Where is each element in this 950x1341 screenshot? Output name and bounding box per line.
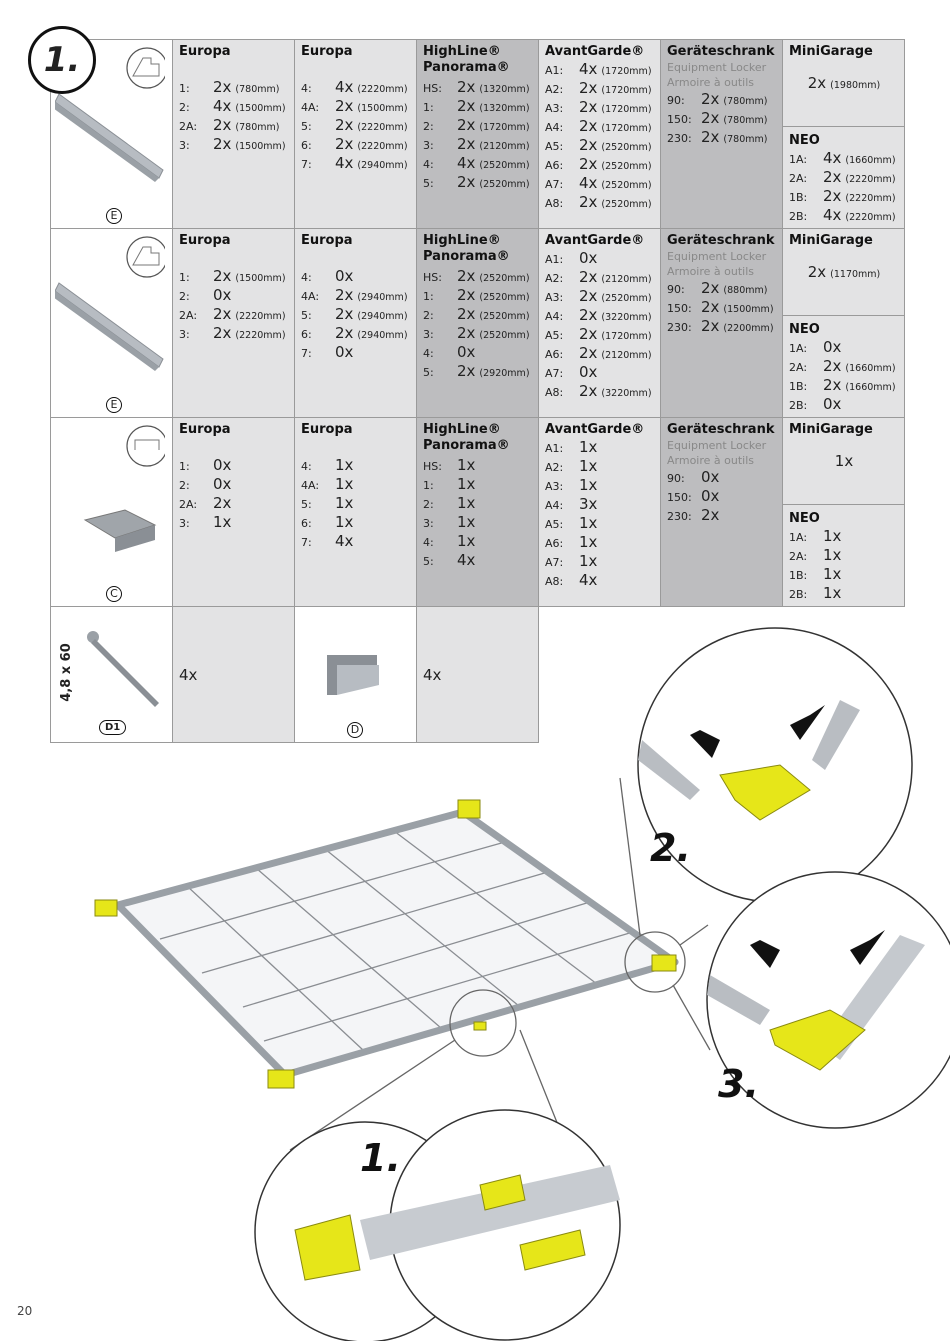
part-line: 1: 2x (780mm): [179, 78, 280, 96]
bracket-d-badge: D: [347, 722, 363, 738]
part-line: A2: 1x: [545, 457, 598, 475]
part-line: A4: 2x (1720mm): [545, 117, 652, 135]
minigarage-neo-cell: MiniGarage 1x NEO 1A: 1x 2A: 1x 1B: 1x 2B: 1x: [783, 418, 905, 607]
europa-a-cell: Europa 1: 2x (780mm) 2: 4x (1500mm) 2A: 2x (780mm) 3: 2x (1500mm): [173, 40, 295, 229]
europa-a-cell: Europa 1: 2x (1500mm) 2: 0x 2A: 2x (2220mm) 3: 2x (2220mm): [173, 229, 295, 418]
part-line: A1: 4x (1720mm): [545, 60, 652, 78]
part-line: 4A: 2x (1500mm): [301, 97, 408, 115]
part-line: 230: 2x (780mm): [667, 128, 768, 146]
part-line: 230: 2x (2200mm): [667, 317, 774, 335]
part-line: 2A: 2x (2220mm): [789, 168, 896, 186]
part-line: 6: 2x (2220mm): [301, 135, 408, 153]
part-line: 1B: 1x: [789, 565, 842, 583]
part-line: 1: 0x: [179, 456, 232, 474]
part-line: A4: 3x: [545, 495, 598, 513]
part-line: 90: 0x: [667, 468, 720, 486]
part-line: HS: 1x: [423, 456, 476, 474]
part-line: 2A: 2x: [179, 494, 232, 512]
part-line: 4: 1x: [423, 532, 476, 550]
part-line: A5: 2x (1720mm): [545, 325, 652, 343]
part-line: 4: 4x (2520mm): [423, 154, 530, 172]
part-line: HS: 2x (2520mm): [423, 267, 530, 285]
part-line: 1: 2x (1320mm): [423, 97, 530, 115]
part-line: A8: 4x: [545, 571, 598, 589]
screw-qty-cell: 4x: [173, 607, 295, 743]
part-line: 2A: 2x (2220mm): [179, 305, 286, 323]
europa-b-cell: Europa 4: 1x 4A: 1x 5: 1x 6: 1x 7: 4x: [295, 418, 417, 607]
avantgarde-cell: AvantGarde® A1: 0x A2: 2x (2120mm) A3: 2x (2520mm) A4: 2x (3220mm) A5: 2x (1720mm) A6: 2x (2120mm) A7: 0x A8: 2x (3220mm): [539, 229, 661, 418]
callout-step-3: 3.: [718, 1062, 759, 1106]
part-line: 1: 1x: [423, 475, 476, 493]
part-line: 1A: 1x: [789, 527, 842, 545]
avantgarde-cell: AvantGarde® A1: 4x (1720mm) A2: 2x (1720mm) A3: 2x (1720mm) A4: 2x (1720mm) A5: 2x (2520mm) A6: 2x (2520mm) A7: 4x (2520mm) A8: 2x (2520mm): [539, 40, 661, 229]
part-line: 4: 0x: [301, 267, 354, 285]
europa-a-cell: Europa 1: 0x 2: 0x 2A: 2x 3: 1x: [173, 418, 295, 607]
callout-step-2: 2.: [650, 826, 691, 870]
part-line: A5: 1x: [545, 514, 598, 532]
part-line: A2: 2x (2120mm): [545, 268, 652, 286]
part-line: 5: 2x (2520mm): [423, 173, 530, 191]
part-line: A8: 2x (3220mm): [545, 382, 652, 400]
part-line: 2B: 4x (2220mm): [789, 206, 896, 224]
part-line: 2: 1x: [423, 494, 476, 512]
part-line: 3: 1x: [423, 513, 476, 531]
part-line: 2A: 2x (780mm): [179, 116, 280, 134]
part-line: 2: 2x (2520mm): [423, 305, 530, 323]
part-line: 3: 2x (1500mm): [179, 135, 286, 153]
part-line: 1A: 0x: [789, 338, 842, 356]
minigarage-neo-cell: MiniGarage 2x (1170mm) NEO 1A: 0x 2A: 2x (1660mm) 1B: 2x (1660mm) 2B: 0x: [783, 229, 905, 418]
part-line: 2B: 1x: [789, 584, 842, 602]
part-line: 4A: 1x: [301, 475, 354, 493]
part-line: A6: 1x: [545, 533, 598, 551]
part-line: A7: 4x (2520mm): [545, 174, 652, 192]
avantgarde-cell: AvantGarde® A1: 1x A2: 1x A3: 1x A4: 3x A5: 1x A6: 1x A7: 1x A8: 4x: [539, 418, 661, 607]
part-line: A5: 2x (2520mm): [545, 136, 652, 154]
part-line: 4: 4x (2220mm): [301, 78, 408, 96]
part-line: 230: 2x: [667, 506, 720, 524]
bracket-d-qty-cell: 4x: [417, 607, 539, 743]
part-line: 5: 2x (2940mm): [301, 305, 408, 323]
part-line: 150: 0x: [667, 487, 720, 505]
part-line: 2: 2x (1720mm): [423, 116, 530, 134]
detail-circle-1: [255, 1110, 620, 1341]
part-line: 7: 4x (2940mm): [301, 154, 408, 172]
geraeteschrank-cell: Geräteschrank Equipment Locker Armoire à outils 90: 2x (880mm) 150: 2x (1500mm) 230: 2x (2200mm): [661, 229, 783, 418]
part-badge: E: [106, 208, 122, 224]
part-line: A3: 2x (1720mm): [545, 98, 652, 116]
part-line: 150: 2x (780mm): [667, 109, 768, 127]
part-line: 4: 0x: [423, 343, 476, 361]
part-line: A3: 1x: [545, 476, 598, 494]
part-line: A7: 0x: [545, 363, 598, 381]
part-line: 3: 2x (2220mm): [179, 324, 286, 342]
europa-b-cell: Europa 4: 0x 4A: 2x (2940mm) 5: 2x (2940mm) 6: 2x (2940mm) 7: 0x: [295, 229, 417, 418]
part-line: A2: 2x (1720mm): [545, 79, 652, 97]
screw-badge: D1: [99, 720, 126, 735]
part-line: A1: 0x: [545, 249, 598, 267]
part-line: 3: 1x: [179, 513, 232, 531]
part-line: 5: 2x (2920mm): [423, 362, 530, 380]
geraeteschrank-cell: Geräteschrank Equipment Locker Armoire à outils 90: 2x (780mm) 150: 2x (780mm) 230: 2x (780mm): [661, 40, 783, 229]
part-line: A1: 1x: [545, 438, 598, 456]
highline-cell: HighLine® Panorama® HS: 2x (1320mm) 1: 2x (1320mm) 2: 2x (1720mm) 3: 2x (2120mm) 4: 4x (2520mm) 5: 2x (2520mm): [417, 40, 539, 229]
callout-step-1: 1.: [360, 1136, 401, 1180]
part-line: 6: 1x: [301, 513, 354, 531]
part-line: 6: 2x (2940mm): [301, 324, 408, 342]
part-line: 1A: 4x (1660mm): [789, 149, 896, 167]
part-line: A3: 2x (2520mm): [545, 287, 652, 305]
geraeteschrank-cell: Geräteschrank Equipment Locker Armoire à outils 90: 0x 150: 0x 230: 2x: [661, 418, 783, 607]
part-line: HS: 2x (1320mm): [423, 78, 530, 96]
part-line: 1: 2x (2520mm): [423, 286, 530, 304]
part-line: 90: 2x (880mm): [667, 279, 768, 297]
page-number: 20: [17, 1304, 33, 1318]
highline-cell: HighLine® Panorama® HS: 1x 1: 1x 2: 1x 3: 1x 4: 1x 5: 4x: [417, 418, 539, 607]
minigarage-neo-cell: MiniGarage 2x (1980mm) NEO 1A: 4x (1660mm) 2A: 2x (2220mm) 1B: 2x (2220mm) 2B: 4x (2220mm): [783, 40, 905, 229]
part-line: 5: 2x (2220mm): [301, 116, 408, 134]
floor-frame: [95, 800, 676, 1088]
part-line: A4: 2x (3220mm): [545, 306, 652, 324]
part-line: 2: 0x: [179, 475, 232, 493]
part-line: 2A: 1x: [789, 546, 842, 564]
highline-cell: HighLine® Panorama® HS: 2x (2520mm) 1: 2x (2520mm) 2: 2x (2520mm) 3: 2x (2520mm) 4: 0x 5: 2x (2920mm): [417, 229, 539, 418]
part-line: 2B: 0x: [789, 395, 842, 413]
part-line: 4A: 2x (2940mm): [301, 286, 408, 304]
part-line: A6: 2x (2520mm): [545, 155, 652, 173]
part-line: 90: 2x (780mm): [667, 90, 768, 108]
part-line: A6: 2x (2120mm): [545, 344, 652, 362]
part-line: 1: 2x (1500mm): [179, 267, 286, 285]
part-line: 5: 4x: [423, 551, 476, 569]
part-line: 5: 1x: [301, 494, 354, 512]
part-line: A8: 2x (2520mm): [545, 193, 652, 211]
part-line: 1B: 2x (2220mm): [789, 187, 896, 205]
part-line: 3: 2x (2120mm): [423, 135, 530, 153]
part-badge: E: [106, 397, 122, 413]
screw-size: 4,8 x 60: [58, 643, 74, 702]
part-line: A7: 1x: [545, 552, 598, 570]
part-line: 150: 2x (1500mm): [667, 298, 774, 316]
part-line: 1B: 2x (1660mm): [789, 376, 896, 394]
part-line: 7: 0x: [301, 343, 354, 361]
part-line: 7: 4x: [301, 532, 354, 550]
part-line: 2A: 2x (1660mm): [789, 357, 896, 375]
part-line: 4: 1x: [301, 456, 354, 474]
europa-b-cell: Europa 4: 4x (2220mm) 4A: 2x (1500mm) 5: 2x (2220mm) 6: 2x (2220mm) 7: 4x (2940mm): [295, 40, 417, 229]
step-number: 1.: [28, 26, 96, 94]
part-line: 3: 2x (2520mm): [423, 324, 530, 342]
part-line: 2: 0x: [179, 286, 232, 304]
part-line: 2: 4x (1500mm): [179, 97, 286, 115]
part-badge: C: [106, 586, 122, 602]
